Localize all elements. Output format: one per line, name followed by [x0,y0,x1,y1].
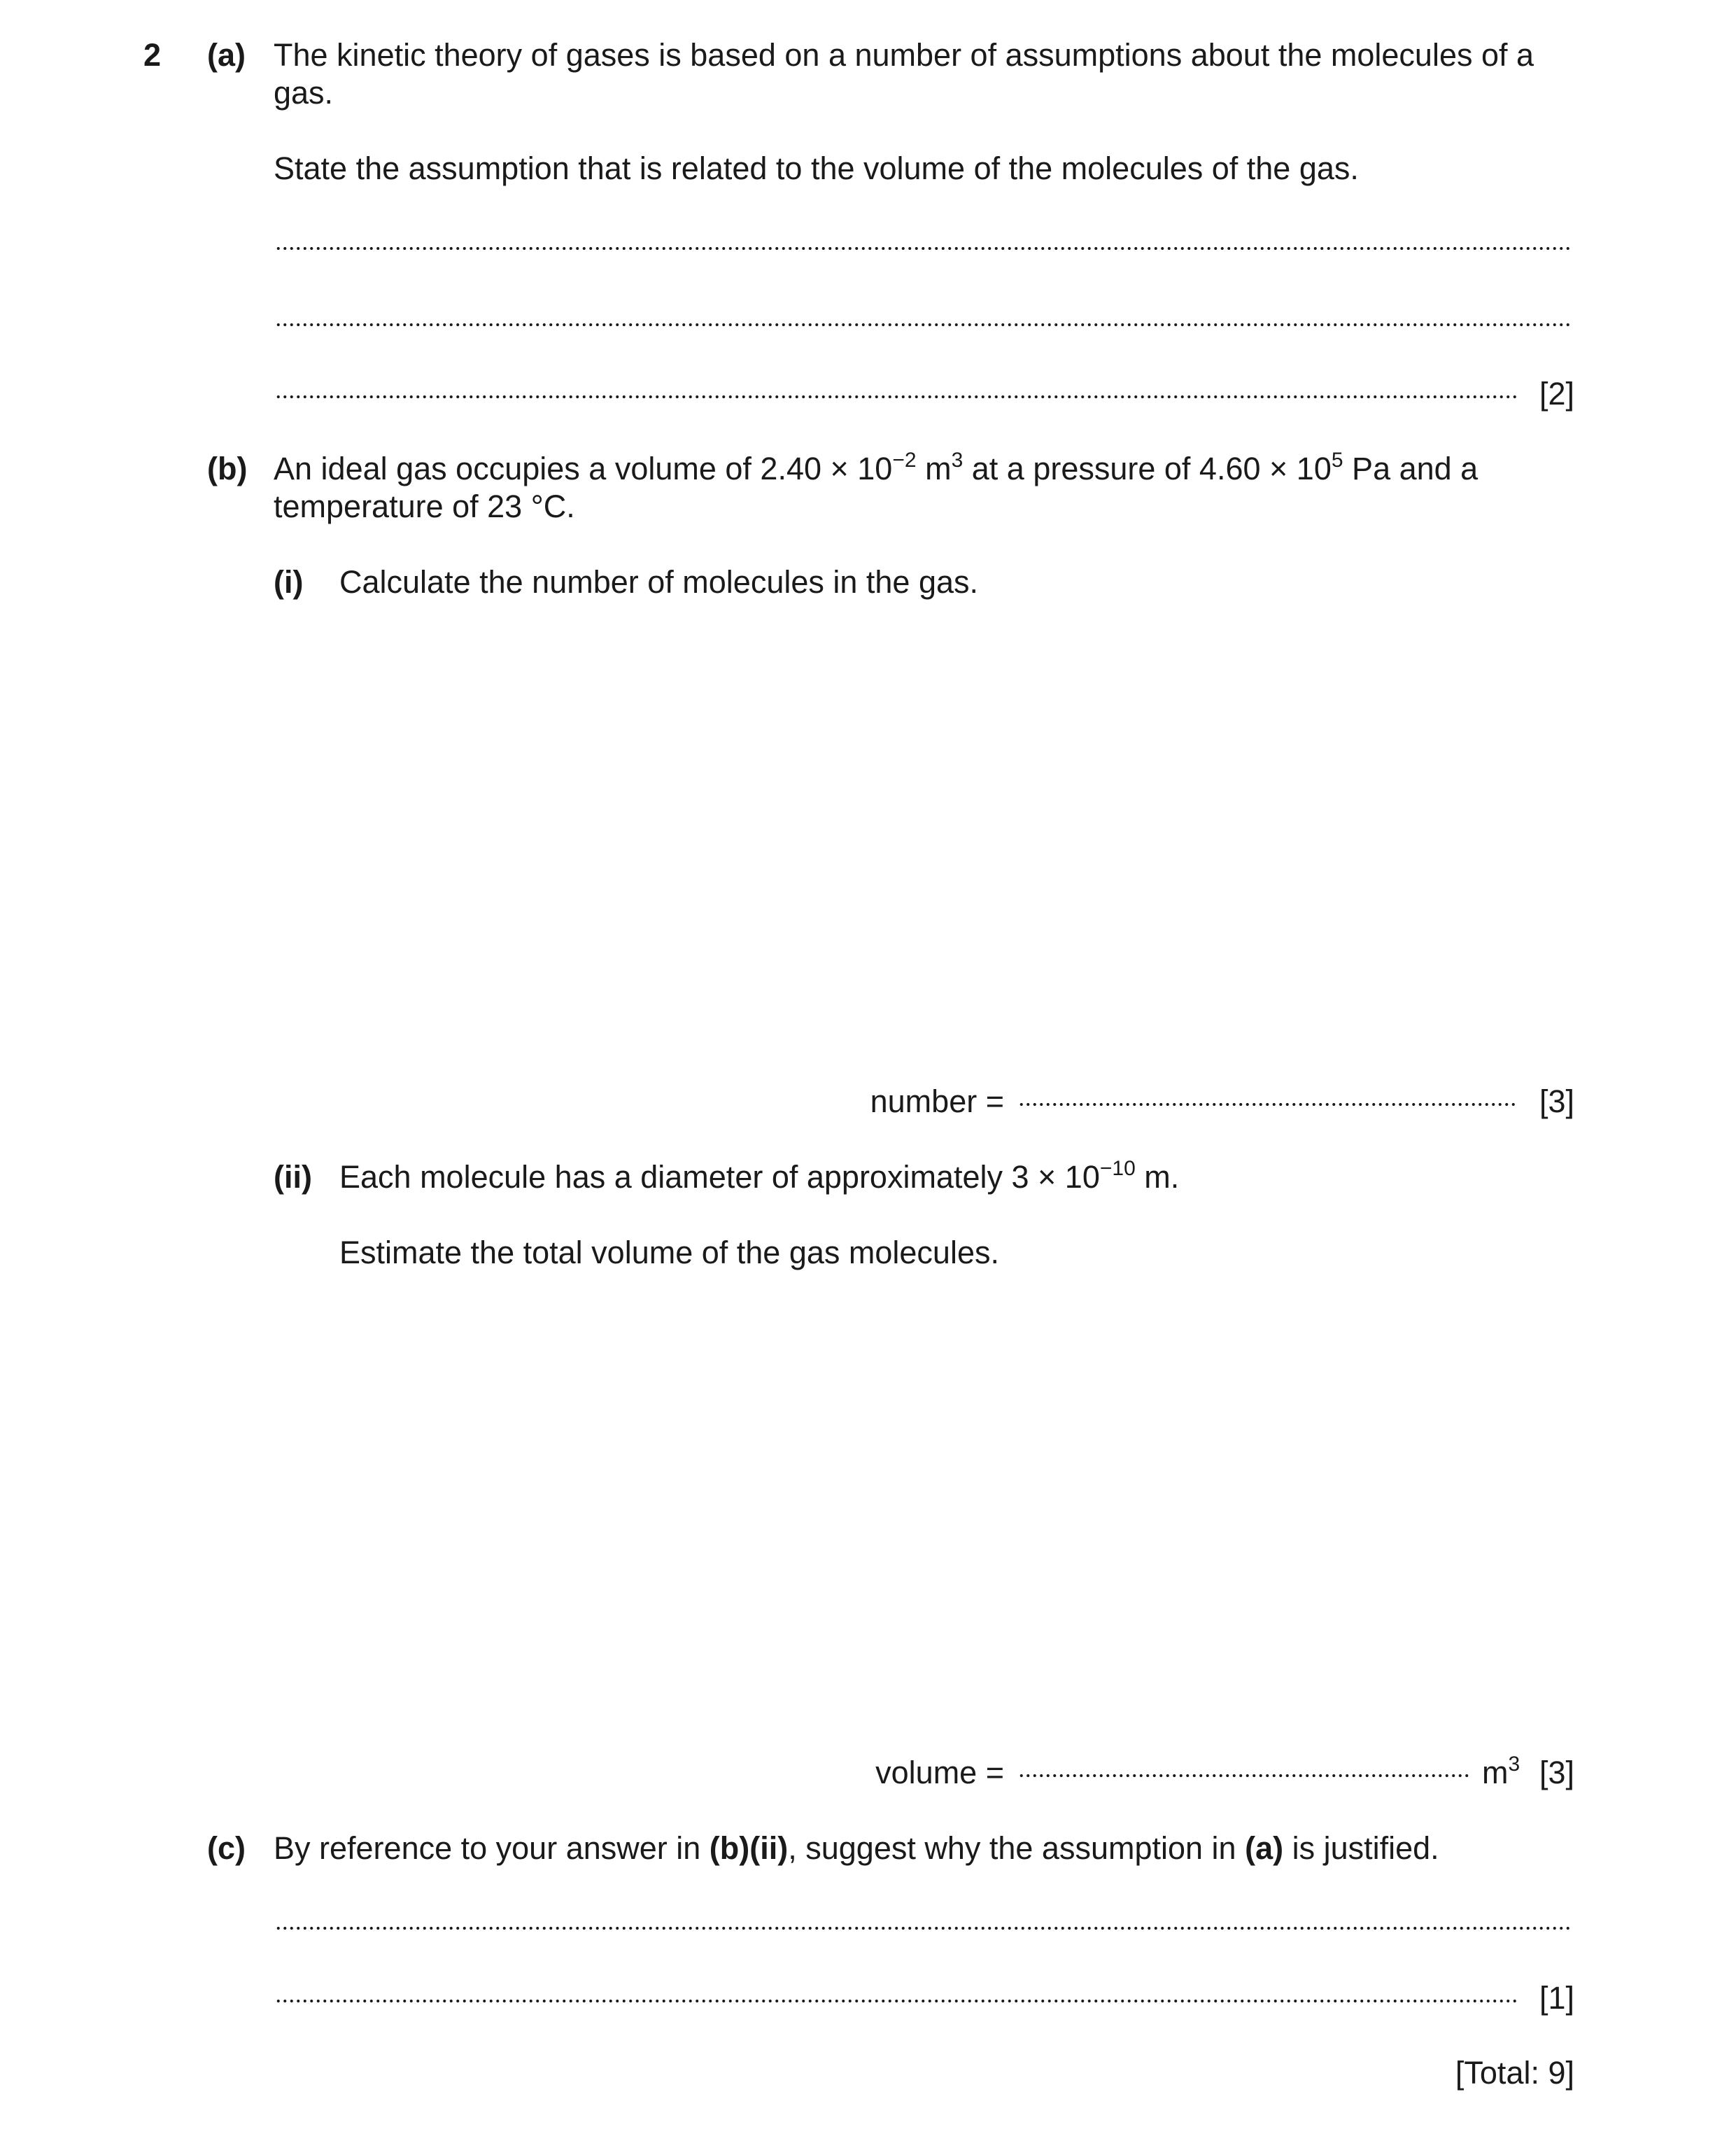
part-b-stem-exp-2: 3 [951,449,964,472]
number-answer-label: number = [870,1083,1004,1119]
part-a-instruction: State the assumption that is related to the volume of the molecules of the gas. [274,150,1359,186]
part-c-text-2: , suggest why the assumption in [788,1830,1245,1866]
part-a-label: (a) [207,37,246,73]
part-b-stem-line2: temperature of 23 °C. [274,489,575,524]
part-b-stem-line1 [274,450,1574,488]
part-b-ii-text-1: Each molecule has a diameter of approximately 3 × 10 [339,1159,1100,1195]
part-b-stem-text-2: m [916,451,952,486]
part-b-i-marks: [3] [1539,1083,1574,1119]
part-c-text-3: is justified. [1283,1830,1439,1866]
part-c-ref-a: (a) [1245,1830,1284,1866]
volume-answer-line[interactable] [1018,1774,1472,1778]
question-number: 2 [143,37,162,73]
part-c-label: (c) [207,1830,246,1866]
part-b-ii-label: (ii) [274,1159,312,1195]
part-b-ii-exp-1: −10 [1099,1157,1136,1180]
part-c-text [274,1830,1574,1867]
part-c-marks: [1] [1539,1980,1574,2016]
part-a-marks: [2] [1539,376,1574,412]
part-b-stem-exp-1: −2 [892,449,917,472]
part-b-label: (b) [207,451,248,486]
part-c-answer-line-2[interactable] [275,1999,1517,2003]
part-a-stem-line2: gas. [274,75,334,111]
part-c-ref-b-ii: (b)(ii) [709,1830,789,1866]
number-answer-line[interactable] [1018,1102,1517,1107]
volume-answer-label: volume = [875,1755,1004,1790]
part-a-answer-line-3[interactable] [275,395,1517,399]
volume-unit-exp: 3 [1508,1753,1520,1776]
part-b-ii-text [339,1158,1179,1196]
volume-unit-base: m [1482,1755,1509,1790]
part-b-stem-exp-3: 5 [1331,449,1343,472]
part-b-stem-text-4: Pa and a [1343,451,1479,486]
part-c-text-1: By reference to your answer in [274,1830,710,1866]
part-b-ii-marks: [3] [1539,1755,1574,1790]
part-a-stem-line1: The kinetic theory of gases is based on a number of assumptions about the molecules of a [274,37,1534,73]
part-a-answer-line-2[interactable] [275,323,1573,327]
part-b-ii-instruction: Estimate the total volume of the gas molecules. [339,1235,999,1270]
part-b-stem-text-3: at a pressure of 4.60 × 10 [963,451,1332,486]
part-b-stem-text-1: An ideal gas occupies a volume of 2.40 × 10 [274,451,893,486]
total-marks: [Total: 9] [1455,2055,1574,2091]
part-b-i-text: Calculate the number of molecules in the gas. [339,564,979,600]
part-b-i-label: (i) [274,564,304,600]
part-b-ii-text-2: m. [1135,1159,1180,1195]
part-c-answer-line-1[interactable] [275,1926,1573,1930]
part-a-answer-line-1[interactable] [275,246,1573,251]
